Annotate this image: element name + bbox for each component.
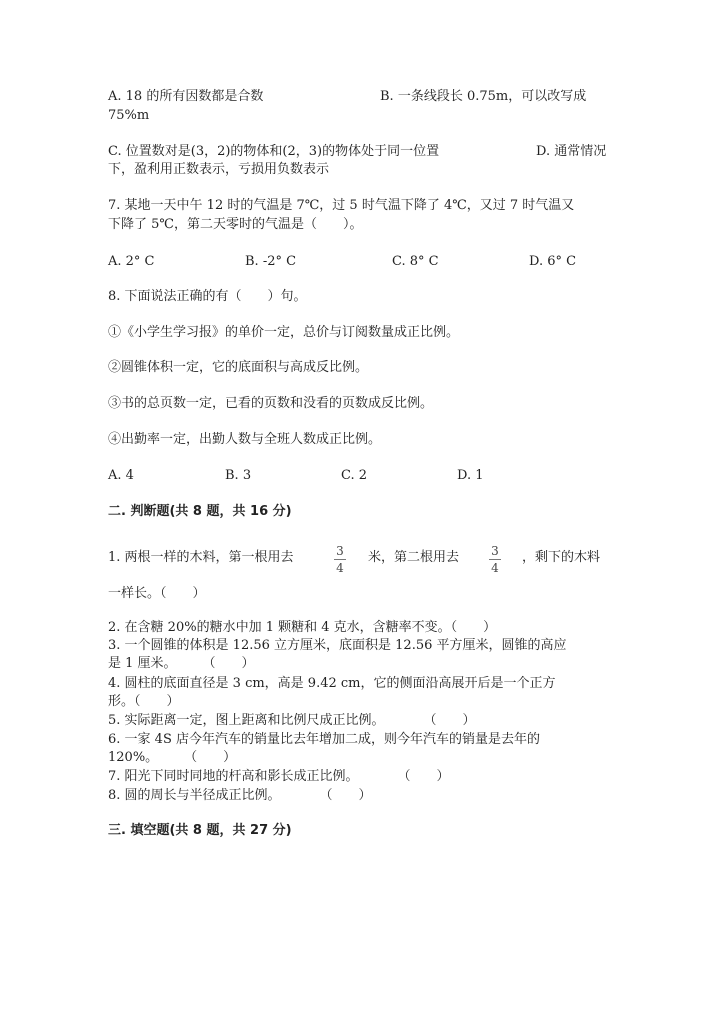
fraction-three-quarters-2 xyxy=(488,544,502,575)
q8-statement-3: ③书的总页数一定，已看的页数和没看的页数成反比例。 xyxy=(108,396,434,411)
fraction-denominator: 4 xyxy=(336,561,344,575)
judge-1-part1: 1. 两根一样的木料，第一根用去 xyxy=(108,550,294,565)
q7-option-b: B. -2° C xyxy=(245,254,297,269)
section-3-title: 三. 填空题(共 8 题，共 27 分) xyxy=(108,823,292,838)
q8-statement-2: ②圆锥体积一定，它的底面积与高成反比例。 xyxy=(108,360,369,375)
fraction-three-quarters-1 xyxy=(333,544,347,575)
judge-8: 8. 圆的周长与半径成正比例。 （ ） xyxy=(108,788,372,803)
q7-stem-cont: 下降了 5℃，第二天零时的气温是（ ）。 xyxy=(108,217,363,232)
judge-3-cont: 是 1 厘米。 （ ） xyxy=(108,656,255,671)
judge-6: 6. 一家 4S 店今年汽车的销量比去年增加二成，则今年汽车的销量是去年的 xyxy=(108,732,540,747)
judge-1-part2: 米，第二根用去 xyxy=(368,550,460,565)
judge-3: 3. 一个圆锥的体积是 12.56 立方厘米，底面积是 12.56 平方厘米，圆锥的高应 xyxy=(108,638,567,653)
q6-option-d: D. 通常情况 xyxy=(536,144,607,159)
judge-6-cont: 120%。 （ ） xyxy=(108,750,237,765)
judge-4-cont: 形。（ ） xyxy=(108,694,180,709)
q6-option-d-cont: 下，盈利用正数表示，亏损用负数表示 xyxy=(108,162,330,177)
q6-option-a: A. 18 的所有因数都是合数 xyxy=(108,89,264,104)
q8-option-c: C. 2 xyxy=(341,468,368,483)
fraction-numerator: 3 xyxy=(336,544,344,558)
q8-option-b: B. 3 xyxy=(225,468,252,483)
q8-statement-4: ④出勤率一定，出勤人数与全班人数成正比例。 xyxy=(108,432,382,447)
judge-5: 5. 实际距离一定，图上距离和比例尺成正比例。 （ ） xyxy=(108,713,476,728)
q6-option-c: C. 位置数对是(3，2)的物体和(2，3)的物体处于同一位置 xyxy=(108,144,440,159)
q8-option-d: D. 1 xyxy=(457,468,484,483)
q7-stem: 7. 某地一天中午 12 时的气温是 7℃，过 5 时气温下降了 4℃，又过 7 时气温又 xyxy=(108,198,575,213)
q8-option-a: A. 4 xyxy=(108,468,134,483)
judge-1-part3: ，剩下的木料 xyxy=(522,550,601,565)
judge-2: 2. 在含糖 20%的糖水中加 1 颗糖和 4 克水，含糖率不变。（ ） xyxy=(108,620,497,635)
judge-1-cont: 一样长。（ ） xyxy=(108,586,206,601)
judge-7: 7. 阳光下同时同地的杆高和影长成正比例。 （ ） xyxy=(108,769,450,784)
fraction-denominator: 4 xyxy=(491,561,499,575)
q8-statement-1: ①《小学生学习报》的单价一定，总价与订阅数量成正比例。 xyxy=(108,325,460,340)
q7-option-a: A. 2° C xyxy=(108,254,155,269)
fraction-numerator: 3 xyxy=(491,544,499,558)
q7-option-c: C. 8° C xyxy=(392,254,439,269)
q6-option-b-cont: 75%m xyxy=(108,108,150,123)
q6-option-b: B. 一条线段长 0.75m，可以改写成 xyxy=(380,89,587,104)
fraction-bar xyxy=(489,559,501,560)
fraction-bar xyxy=(334,559,346,560)
section-2-title: 二. 判断题(共 8 题，共 16 分) xyxy=(108,504,292,519)
q8-stem: 8. 下面说法正确的有（ ）句。 xyxy=(108,289,307,304)
judge-4: 4. 圆柱的底面直径是 3 cm，高是 9.42 cm，它的侧面沿高展开后是一个正方 xyxy=(108,676,556,691)
q7-option-d: D. 6° C xyxy=(529,254,577,269)
